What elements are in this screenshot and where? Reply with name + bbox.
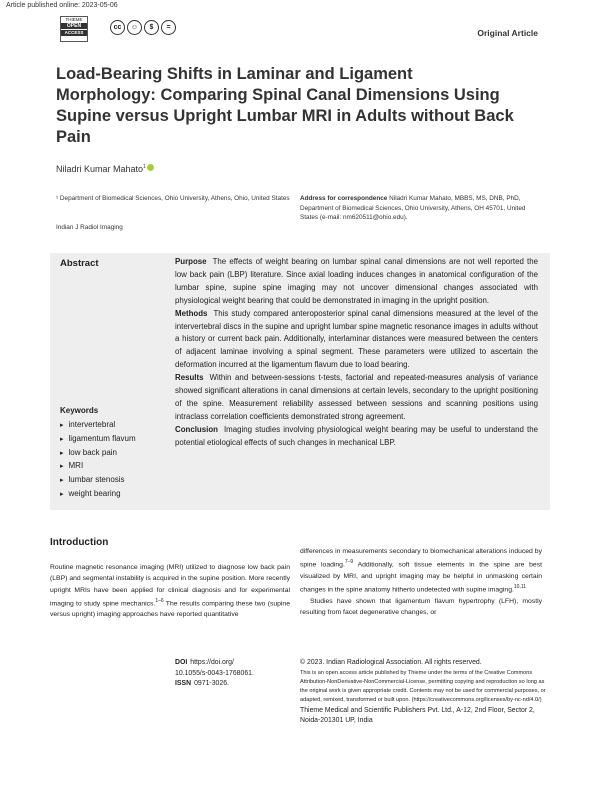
intro-col2-text: differences in measurements secondary to biomechanical alterations induced by spine loading. <box>300 548 542 569</box>
introduction-heading: Introduction <box>50 537 109 548</box>
intro-paragraph <box>300 546 542 596</box>
citation-sup: 10,11 <box>513 584 527 591</box>
keyword-item: ▸ MRI <box>60 460 136 474</box>
intro-paragraph: Studies have shown that ligamentum flavum hypertrophy (LFH), mostly resulting from facet degenerative changes, or <box>300 597 542 617</box>
nd-equals-icon: = <box>161 20 176 35</box>
article-type-label: Original Article <box>477 28 538 38</box>
abstract-methods-text: This study compared anteroposterior spinal canal dimensions measured at the level of the intervertebral discs in the supine and upright lumbar spine magnetic resonance images in adults without a history or current back pain. Additionally, interlaminar distances were measured between the centers of adjacent laminae involving a spinal segment. These parameters were utilized to ascertain the deformation incurred at the ligamentum flavum due to load bearing. <box>175 308 538 370</box>
doi-value: 10.1055/s-0043-1768061. <box>175 669 254 677</box>
thieme-open-access-logo <box>60 16 88 42</box>
nc-dollar-icon: $ <box>144 20 159 35</box>
abstract-conclusion-label: Conclusion <box>175 424 218 434</box>
intro-col1-text: Routine magnetic resonance imaging (MRI) utilized to diagnose low back pain (LBP) and segmental instability is acquired in the supine position. More recently upright MRIs have been applied for clinical diagnosis and for experimental imaging to study spine mechanics. <box>50 564 290 608</box>
abstract-methods-label: Methods <box>175 308 208 318</box>
logo-thieme-text: THIEME <box>65 17 83 22</box>
article-title: Load-Bearing Shifts in Laminar and Ligament Morphology: Comparing Spinal Canal Dimensions Using Supine versus Upright Lumbar MRI in Adults without Back Pain <box>56 65 514 146</box>
license-text: This is an open access article published by Thieme under the terms of the Creative Commons Attribution-NonDerivative-NonCommercial-License, permitting copying and reproduction so long as the original work is given appropriate credit. Contents may not be used for commercial purposes, or adapted, remixed, transformed or built upon. (https://creativecommons.org/licenses/by-nc-nd/4.0/) <box>300 669 546 704</box>
keyword-item: ▸ intervertebral <box>60 419 136 433</box>
intro-col1-tail: The results comparing these two (supine versus upright) imaging approaches have reported quantitative <box>50 600 290 619</box>
author-name-text: Niladri Kumar Mahato <box>56 164 144 174</box>
abstract-heading: Abstract <box>60 258 99 269</box>
copyright-block <box>300 658 550 727</box>
abstract-conclusion-text: Imaging studies involving physiological weight bearing may be useful to understand the potential etiological effects of such changes in mechanical LBP. <box>175 424 538 447</box>
published-online-note: Article published online: 2023-05-06 <box>6 2 118 9</box>
author-name <box>56 164 154 174</box>
cc-icon: cc <box>110 20 125 35</box>
issn-value: 0971-3026. <box>194 680 229 687</box>
author-affiliation: ¹ Department of Biomedical Sciences, Ohio University, Athens, Ohio, United States <box>56 195 290 202</box>
creative-commons-badge <box>110 20 176 36</box>
abstract-methods <box>175 308 538 373</box>
publisher-address: Thieme Medical and Scientific Publishers Pvt. Ltd., A-12, 2nd Floor, Sector 2, Noida-201301 UP, India <box>300 706 535 725</box>
intro-paragraph <box>50 562 290 621</box>
keyword-item: ▸ ligamentum flavum <box>60 433 136 447</box>
keyword-item: ▸ weight bearing <box>60 488 136 502</box>
author-affiliation-sup: 1 <box>143 164 146 170</box>
introduction-column-left <box>50 562 290 621</box>
doi-label: DOI <box>175 659 188 666</box>
abstract-body <box>175 256 538 450</box>
orcid-icon[interactable] <box>147 164 154 171</box>
doi-link[interactable]: https://doi.org/ <box>190 659 234 666</box>
introduction-column-right <box>300 546 542 618</box>
correspondence-text: Niladri Kumar Mahato, MBBS, MS, DNB, PhD, Department of Biomedical Sciences, Ohio University, Athens, OH 45701, United States (e-mail: nm620511@ohio.edu). <box>300 195 526 221</box>
citation-sup: 1–6 <box>155 597 164 604</box>
abstract-results <box>175 372 538 424</box>
intro-col2-tail: Additionally, soft tissue elements in the spine are best visualized by MRI, and upright imaging may be helpful in unmasking certain changes in the spine anatomy hitherto undetected with supine imaging. <box>300 561 543 594</box>
abstract-conclusion <box>175 424 538 450</box>
keywords-heading: Keywords <box>60 406 99 415</box>
keywords-list <box>60 419 136 502</box>
abstract-purpose <box>175 256 538 308</box>
citation-sup: 7–9 <box>344 559 354 566</box>
correspondence-block <box>300 194 545 223</box>
correspondence-label: Address for correspondence <box>300 195 388 202</box>
abstract-purpose-text: The effects of weight bearing on lumbar spinal canal dimensions are not well reported the low back pain (LBP) literature. Since axial loading induces changes in anatomical configuration of the lumbar spine, supine spine imaging may not uncover dimensional changes associated with physiological weight bearing that could be demonstrated in imaging in the upright position. <box>175 257 538 305</box>
logo-access-text: ACCESS <box>61 30 87 36</box>
abstract-purpose-label: Purpose <box>175 257 207 266</box>
abstract-results-text: Within and between-sessions t-tests, factorial and repeated-measures analysis of variance showed significant alterations in canal dimensions at certain levels, secondary to the upright positioning of the spine. Measurement reliability assessed between sessions and scanning positions using intraclass correlation coefficients demonstrated strong agreement. <box>175 373 538 421</box>
issn-line <box>175 679 295 690</box>
logo-open-text: OPEN <box>61 23 87 29</box>
copyright-line: © 2023. Indian Radiological Association. All rights reserved. <box>300 659 482 666</box>
doi-block <box>175 658 295 690</box>
abstract-results-label: Results <box>175 373 204 383</box>
issn-label: ISSN <box>175 680 192 687</box>
keyword-item: ▸ lumbar stenosis <box>60 474 136 488</box>
by-person-icon: ☺ <box>127 20 142 35</box>
keyword-item: ▸ low back pain <box>60 447 136 461</box>
journal-name: Indian J Radiol Imaging <box>56 224 123 231</box>
doi-line <box>175 658 295 669</box>
